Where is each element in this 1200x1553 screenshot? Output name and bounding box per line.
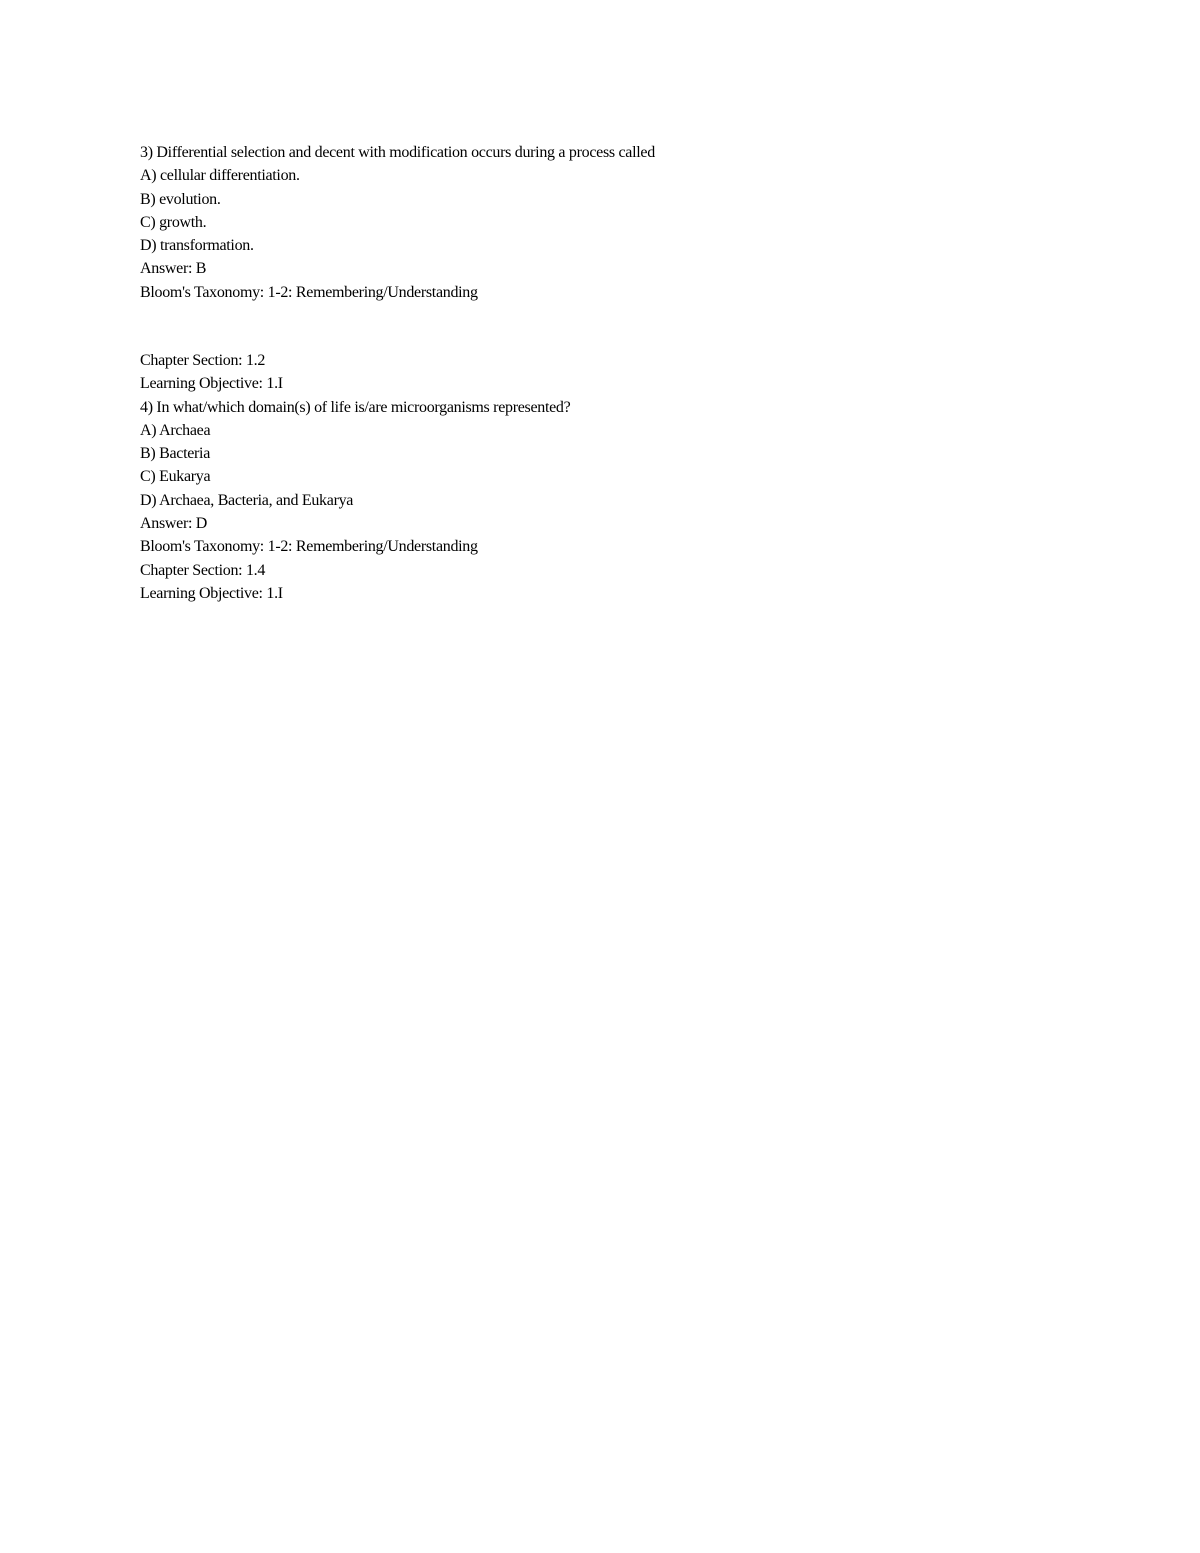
question-4-blooms-taxonomy: Bloom's Taxonomy: 1-2: Remembering/Understanding: [140, 538, 478, 556]
question-4-answer: Answer: D: [140, 515, 208, 533]
question-3-chapter-section: Chapter Section: 1.2: [140, 352, 266, 369]
question-3-learning-objective: Learning Objective: 1.I: [140, 375, 283, 393]
question-4-option-d: D) Archaea, Bacteria, and Eukarya: [140, 491, 354, 509]
question-4-chapter-section: Chapter Section: 1.4: [140, 561, 266, 579]
question-4-option-a: A) Archaea: [140, 421, 211, 439]
question-3-option-d: D) transformation.: [140, 237, 254, 255]
question-4-option-b: B) Bacteria: [140, 445, 210, 463]
question-3-option-b: B) evolution.: [140, 190, 221, 208]
question-4-learning-objective: Learning Objective: 1.I: [140, 584, 283, 602]
question-3-blooms-taxonomy: Bloom's Taxonomy: 1-2: Remembering/Understanding: [140, 283, 478, 301]
question-3-option-c: C) growth.: [140, 213, 207, 231]
question-3-prompt: 3) Differential selection and decent with modification occurs during a process called: [140, 144, 655, 161]
question-4-block: [140, 349, 1040, 605]
question-3-block: [140, 141, 1040, 304]
question-3-answer: Answer: B: [140, 260, 207, 278]
question-4-prompt: 4) In what/which domain(s) of life is/are microorganisms represented?: [140, 398, 571, 416]
question-4-option-c: C) Eukarya: [140, 468, 211, 486]
question-3-option-a: A) cellular differentiation.: [140, 167, 300, 185]
